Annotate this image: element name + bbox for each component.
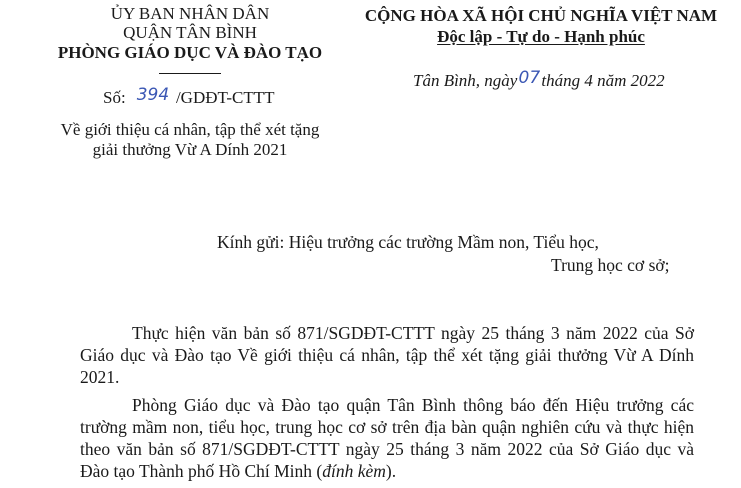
national-title: CỘNG HÒA XÃ HỘI CHỦ NGHĨA VIỆT NAM [364, 6, 718, 25]
body-paragraph-2 [80, 394, 694, 482]
agency-name: PHÒNG GIÁO DỤC VÀ ĐÀO TẠO [57, 43, 323, 62]
doc-number-label: Số: [103, 88, 126, 107]
recipient-line-1: Kính gửi: Hiệu trưởng các trường Mầm non, Tiểu học, [217, 232, 599, 252]
date-day-handwritten: 07 [518, 68, 541, 88]
body-paragraph-2-end: ). [385, 461, 397, 481]
agency-parent: ỦY BAN NHÂN DÂN [110, 4, 270, 23]
recipient-line-2: Trung học cơ sở; [551, 255, 670, 275]
body-paragraph-2-text: Phòng Giáo dục và Đào tạo quận Tân Bình thông báo đến Hiệu trưởng các trường mầm non, tiểu học, trung học cơ sở trên địa bàn quận nghiên cứu và thực hiện theo văn bản số 871/SGDĐT-CTTT ngày 25 tháng 3 năm 2022 của Sở Giáo dục và Đào tạo Thành phố Hồ Chí Minh ( [80, 395, 694, 481]
doc-number [103, 85, 275, 108]
attachment-note: đính kèm [322, 461, 386, 481]
date-prefix: Tân Bình, ngày [413, 71, 518, 90]
doc-number-handwritten: 394 [136, 85, 170, 105]
agency-district: QUẬN TÂN BÌNH [123, 23, 257, 42]
date-suffix: tháng 4 năm 2022 [541, 71, 665, 90]
body-paragraph-1: Thực hiện văn bản số 871/SGDĐT-CTTT ngày 25 tháng 3 năm 2022 của Sở Giáo dục và Đào tạo Về giới thiệu cá nhân, tập thể xét tặng giải thưởng Vừ A Dính 2021. [80, 323, 694, 387]
agency-divider [159, 73, 221, 74]
national-motto-text: Độc lập - Tự do - Hạnh phúc [437, 27, 645, 46]
document-date [413, 68, 665, 91]
national-motto [356, 27, 726, 47]
doc-number-suffix: /GDĐT-CTTT [175, 88, 275, 107]
subject-line-2: giải thưởng Vừ A Dính 2021 [92, 140, 288, 159]
subject-line-1: Về giới thiệu cá nhân, tập thể xét tặng [60, 120, 320, 139]
